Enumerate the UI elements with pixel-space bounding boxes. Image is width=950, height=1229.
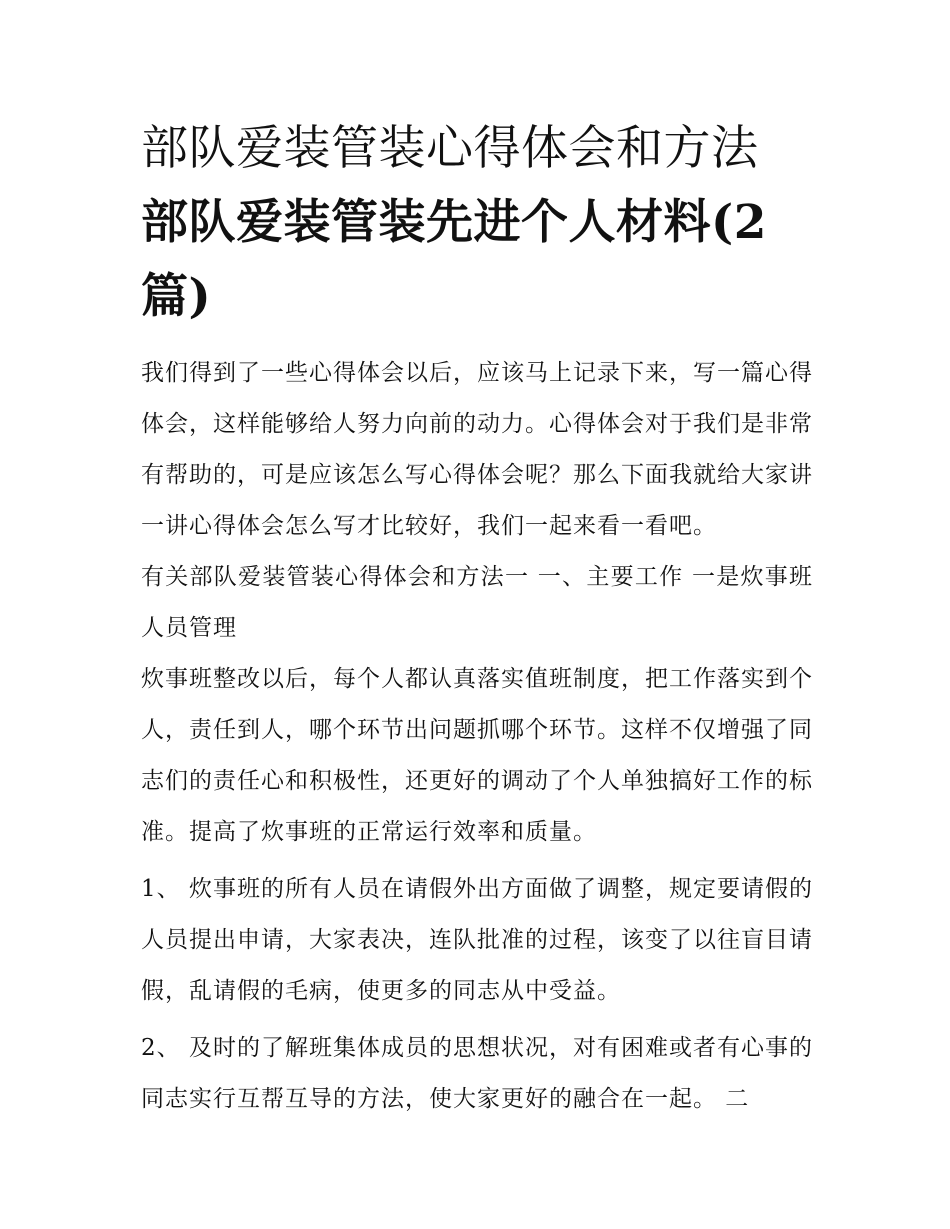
- list-item-2: 2、 及时的了解班集体成员的思想状况，对有困难或者有心事的同志实行互帮互导的方法，使大家更好的融合在一起。 二: [141, 1035, 813, 1112]
- document-page: [141, 112, 813, 1125]
- title-line-1: 部队爱装管装心得体会和方法: [141, 121, 759, 176]
- title-line-2: 部队爱装管装先进个人材料(2: [141, 195, 767, 250]
- body-paragraph: 炊事班整改以后，每个人都认真落实值班制度，把工作落实到个人，责任到人，哪个环节出问题抓哪个环节。这样不仅增强了同志们的责任心和积极性，还更好的调动了个人单独搞好工作的标准。提高了炊事班的正常运行效率和质量。: [141, 666, 813, 845]
- document-title: [141, 112, 813, 334]
- intro-paragraph: 我们得到了一些心得体会以后，应该马上记录下来，写一篇心得体会，这样能够给人努力向前的动力。心得体会对于我们是非常有帮助的，可是应该怎么写心得体会呢？那么下面我就给大家讲一讲心得体会怎么写才比较好，我们一起来看一看吧。: [141, 360, 813, 539]
- list-item-1: 1、 炊事班的所有人员在请假外出方面做了调整，规定要请假的人员提出申请，大家表决，连队批准的过程，该变了以往盲目请假，乱请假的毛病，使更多的同志从中受益。: [141, 876, 813, 1004]
- section-heading-paragraph: 有关部队爱装管装心得体会和方法一 一、主要工作 一是炊事班人员管理: [141, 564, 813, 641]
- title-line-3: 篇): [141, 269, 212, 324]
